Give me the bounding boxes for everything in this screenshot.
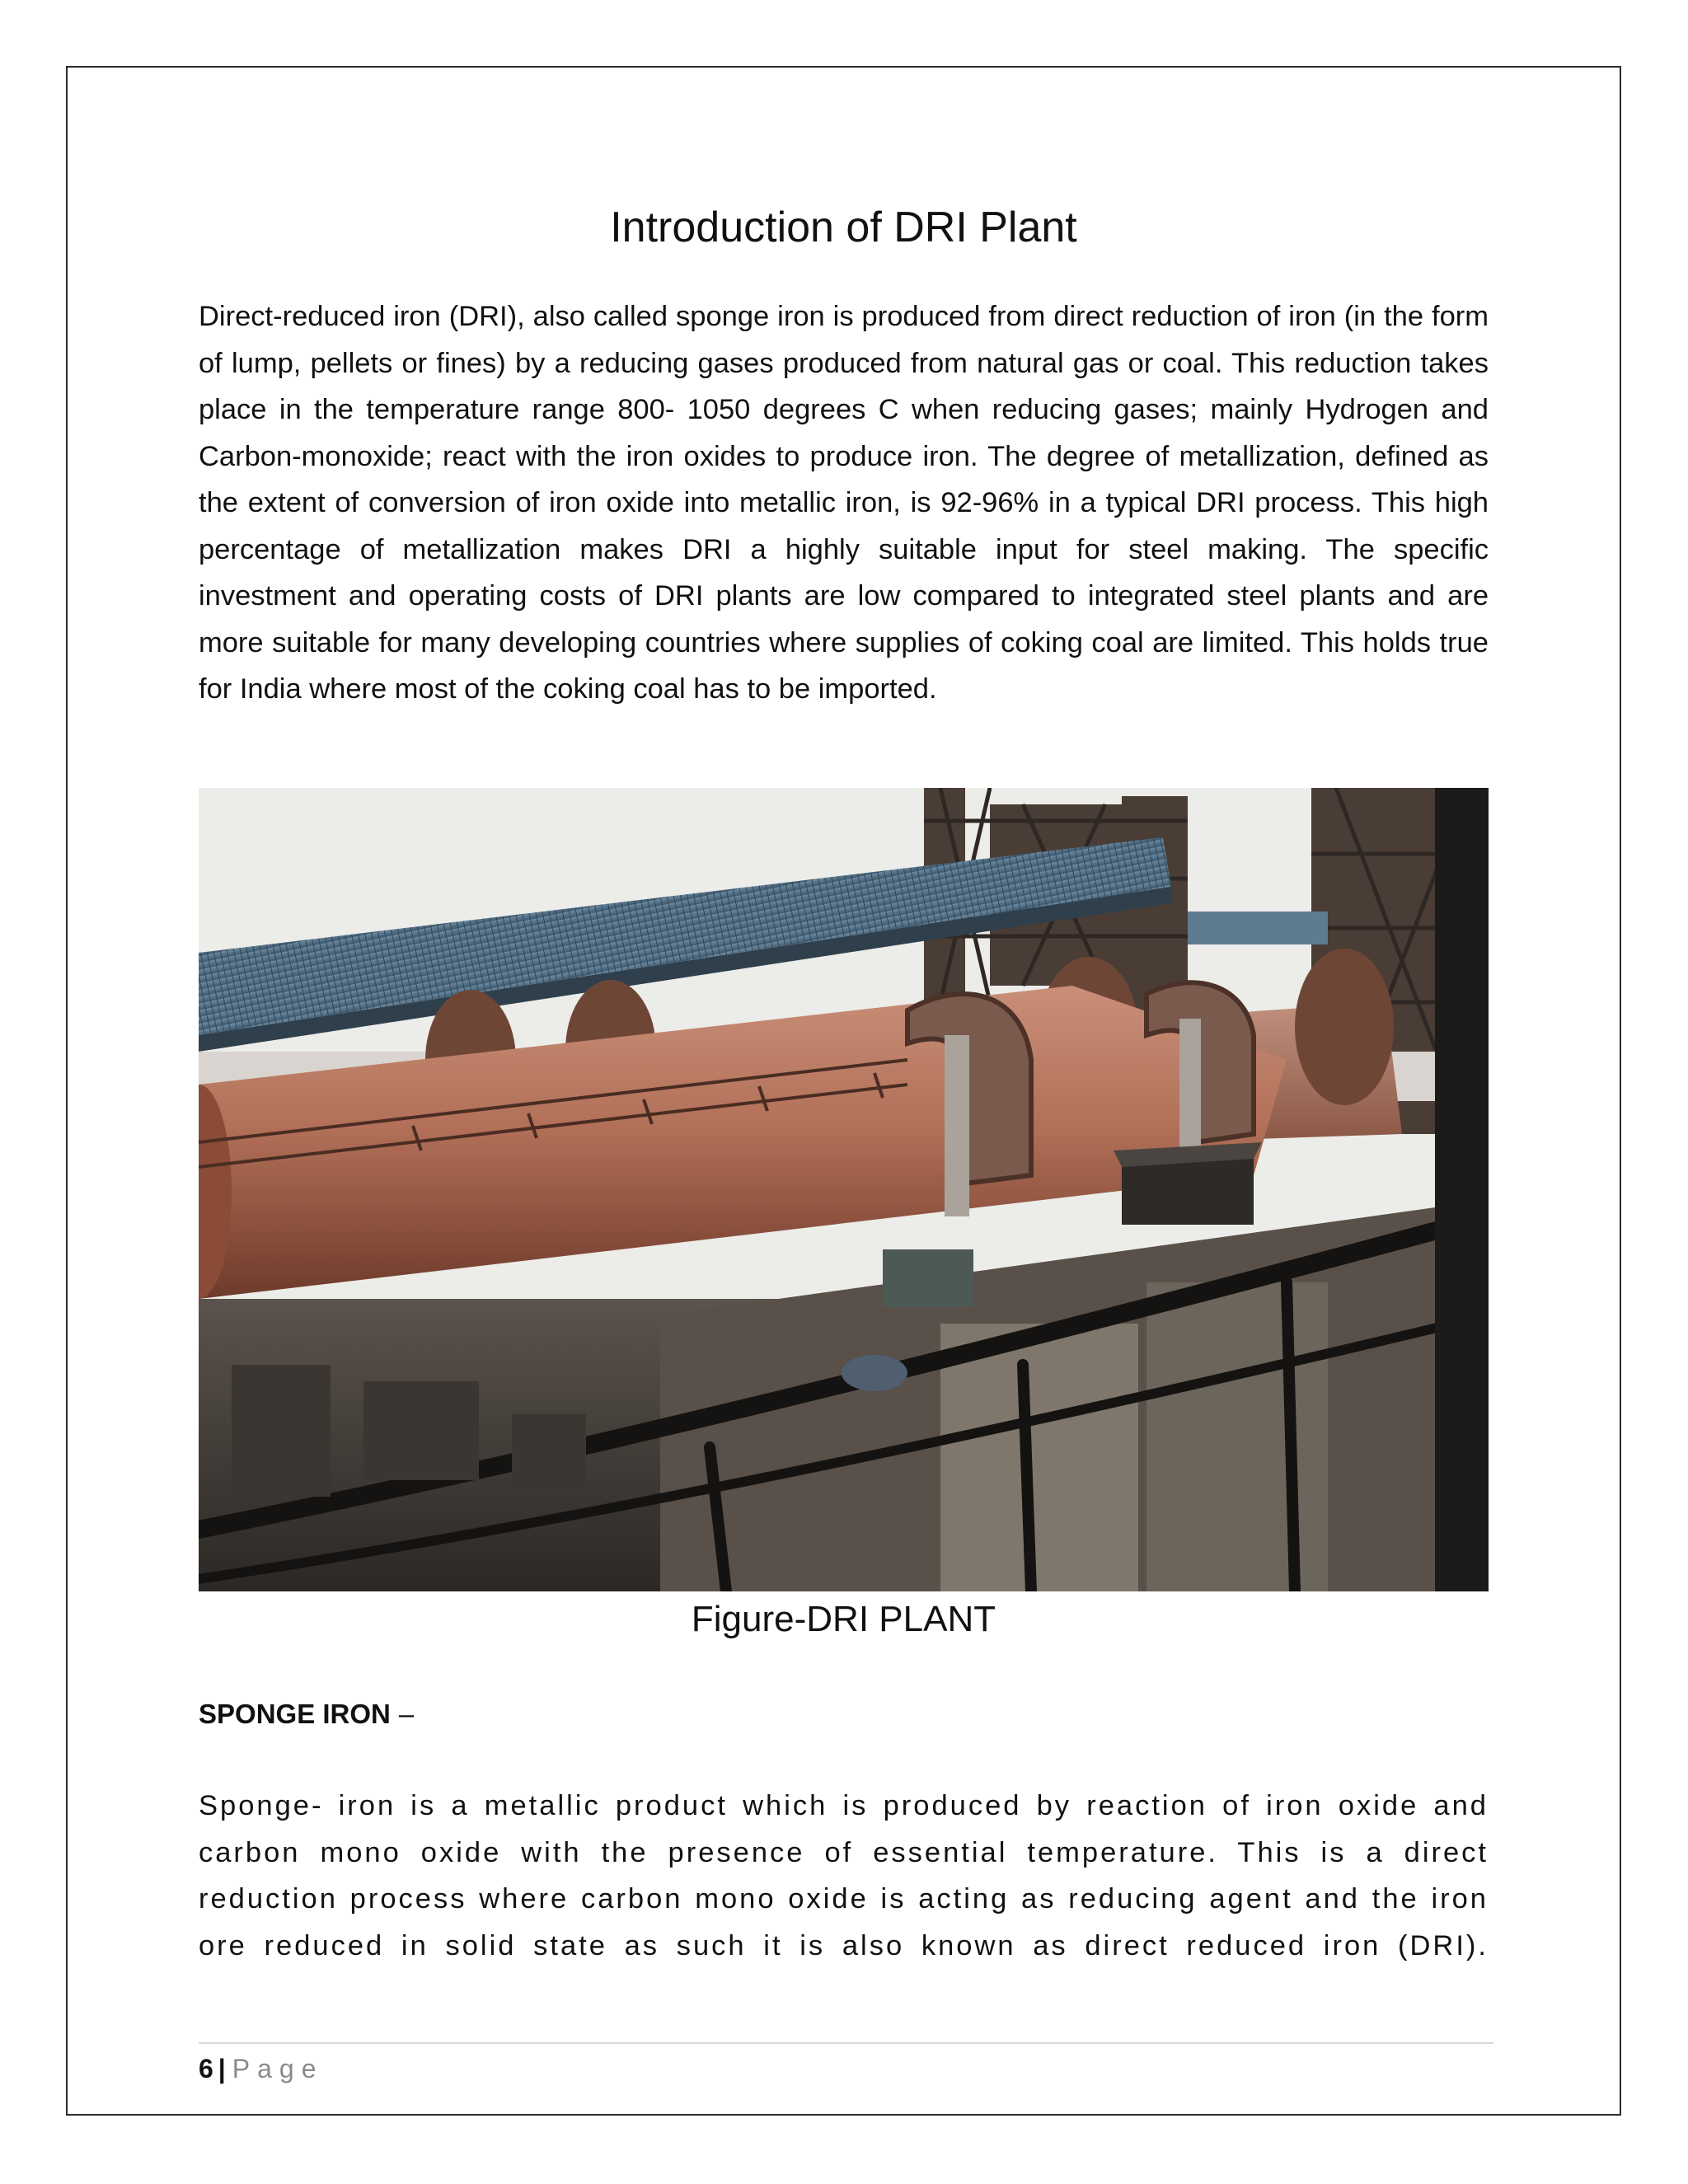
intro-paragraph: Direct-reduced iron (DRI), also called sponge iron is produced from direct reduction of iron (in the form of lump, pellets or fines) by a reducing gases produced from natural gas or coal. This reduction takes place in the temperature range 800- 1050 degrees C when reducing gases; mainly Hydrogen and Carbon-monoxide; react with the iron oxides to produce iron. The degree of metallization, defined as the extent of conversion of iron oxide into metallic iron, is 92-96% in a typical DRI process. This high percentage of metallization makes DRI a highly suitable input for steel making. The specific investment and operating costs of DRI plants are low compared to integrated steel plants and are more suitable for many developing countries where supplies of coking coal are limited. This holds true for India where most of the coking coal has to be imported.: [199, 301, 1489, 705]
section-heading-dash: –: [398, 1699, 415, 1729]
figure-caption: Figure-DRI PLANT: [691, 1599, 996, 1639]
page-title: Introduction of DRI Plant: [610, 204, 1077, 251]
page-label: Page: [232, 2054, 324, 2083]
footer-separator: |: [218, 2054, 226, 2083]
page-number: 6: [199, 2054, 213, 2083]
section-heading-text: SPONGE IRON: [199, 1699, 391, 1729]
section-heading: [199, 1690, 414, 1739]
sponge-iron-paragraph: Sponge- iron is a metallic product which is produced by reaction of iron oxide and carbon mono oxide with the presence of essential temperature. This is a direct reduction process where carbon mono oxide is acting as reducing agent and the iron ore reduced in solid state as such it is also known as direct reduced iron (DRI).: [199, 1790, 1489, 1961]
dri-plant-photo: [199, 788, 1489, 1591]
page-footer: [199, 2049, 323, 2088]
footer-divider: [199, 2042, 1493, 2044]
dri-plant-figure: [199, 788, 1489, 1591]
